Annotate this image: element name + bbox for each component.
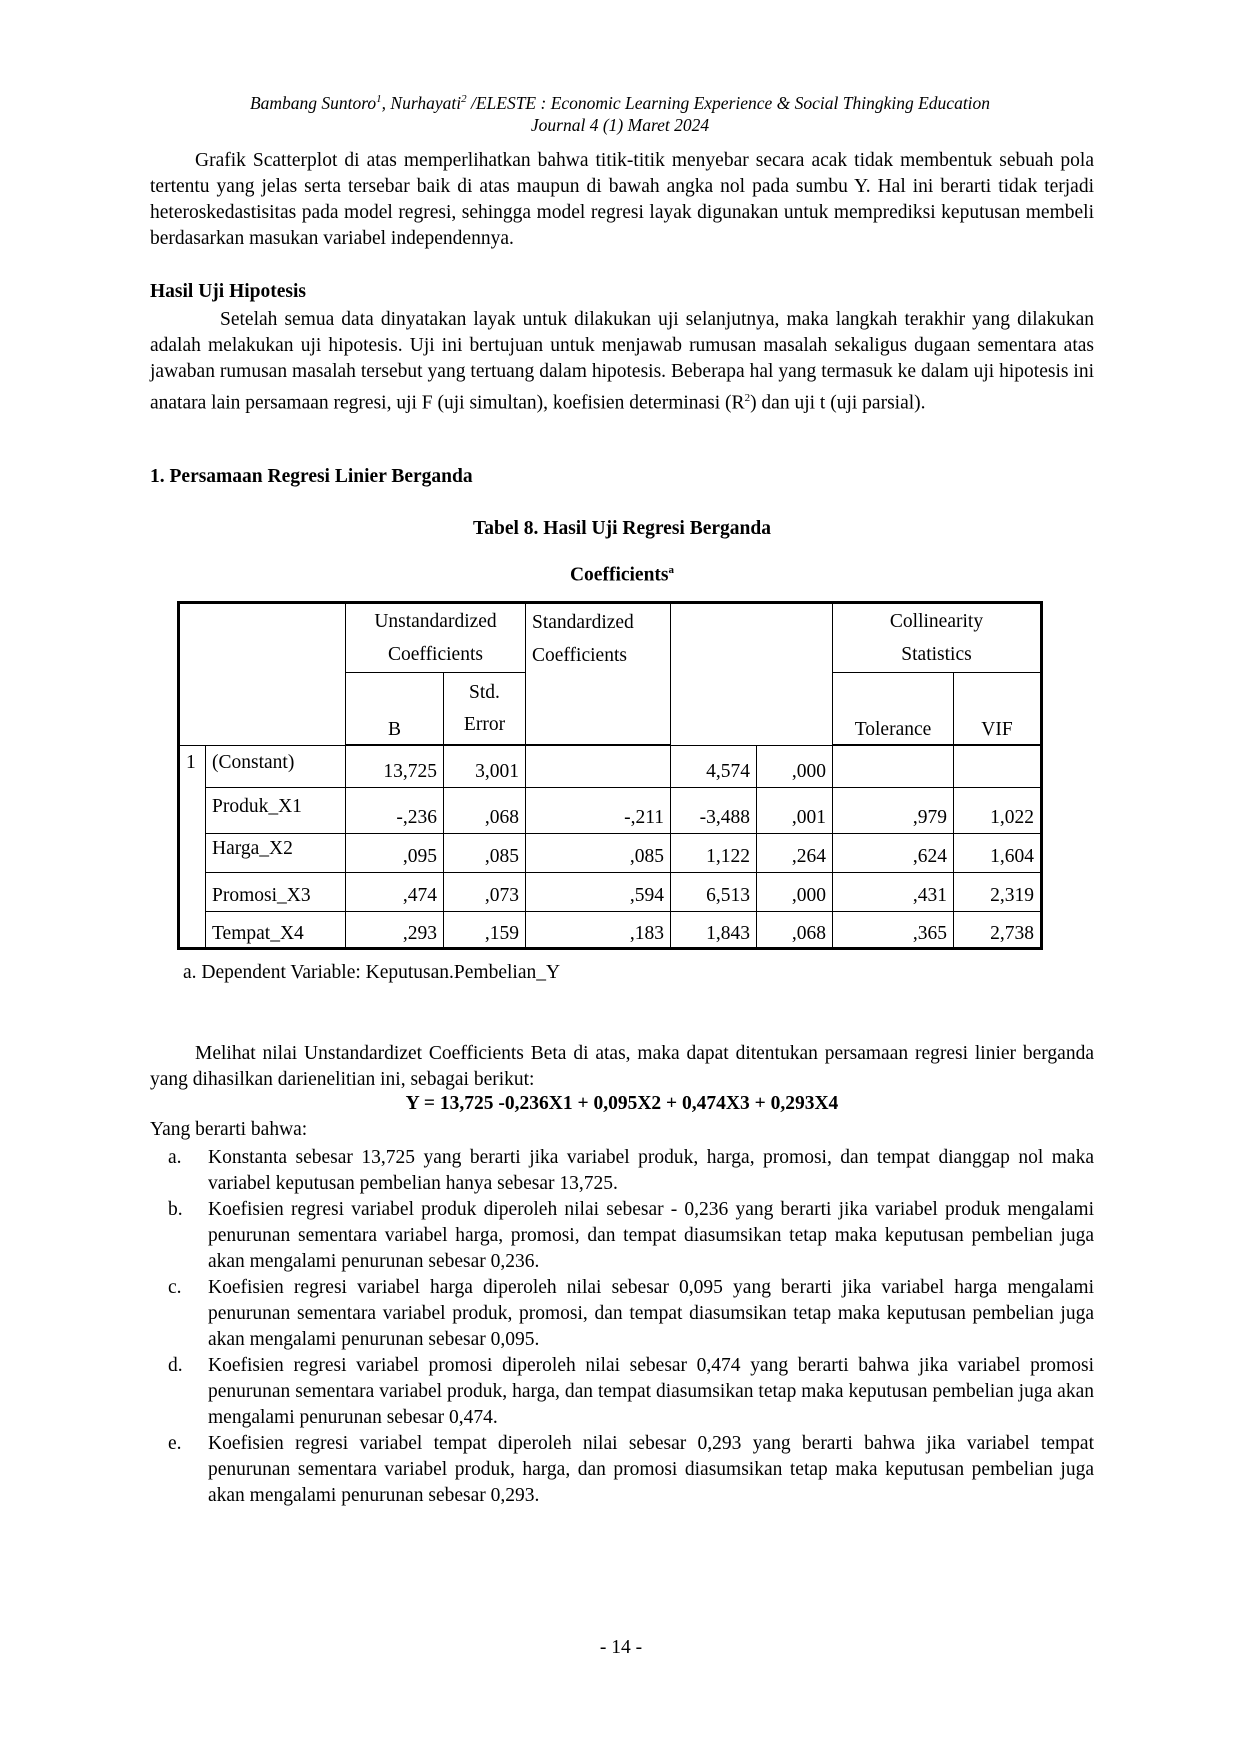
running-header — [130, 88, 1110, 136]
table-row: 1 (Constant) 13,725 3,001 4,574 ,000 — [179, 746, 1042, 788]
page-number: - 14 - — [599, 1637, 643, 1658]
row-name: Produk_X1 — [206, 788, 346, 834]
table-row: Harga_X2 ,095 ,085 ,085 1,122 ,264 ,624 1,604 — [179, 834, 1042, 873]
yang-berarti-label: Yang berarti bahwa: — [150, 1119, 308, 1140]
model-number: 1 — [179, 746, 206, 949]
header-issue: Journal 4 (1) Maret 2024 — [530, 114, 710, 135]
paragraph-hipotesis: Setelah semua data dinyatakan layak untuk dilakukan uji selanjutnya, maka langkah terakhir yang dilakukan adalah melakukan uji hipotesis. Uji ini bertujuan untuk menjawab rumusan masalah sekaligus dugaan sementara atas jawaban rumusan masalah tersebut yang tertuang dalam hipotesis. Beberapa hal yang termasuk ke dalam uji hipotesis ini anatara lain persamaan regresi, uji F (uji simultan), koefisien determinasi $(R^2)$ dan uji t (uji parsial). — [150, 309, 1094, 414]
table-row: Tempat_X4 ,293 ,159 ,183 1,843 ,068 ,365 2,738 — [179, 912, 1042, 949]
list-item: c. Koefisien regresi variabel harga diperoleh nilai sebesar 0,095 yang berarti jika variabel harga mengalami penurunan sementara variabel produk, promosi, dan tempat diasumsikan tetap maka keputusan pembelian juga akan mengalami penurunan sebesar 0,095. — [168, 1277, 1094, 1350]
paragraph-scatterplot: Grafik Scatterplot di atas memperlihatkan bahwa titik-titik menyebar secara acak tidak membentuk sebuah pola tertentu yang jelas serta tersebar baik di atas maupun di bawah angka nol pada sumbu Y. Hal ini berarti tidak terjadi heteroskedastisitas pada model regresi, sehingga model regresi layak digunakan untuk memprediksi keputusan membeli berdasarkan masukan variabel independennya. — [150, 150, 1094, 249]
table-header-row-1 — [179, 603, 1042, 673]
header-unstandardized: Unstandardized Coefficients — [346, 603, 526, 673]
header-standardized: Standardized Coefficients — [526, 603, 671, 745]
header-collinearity: Collinearity Statistics — [833, 603, 1042, 673]
row-name: Promosi_X3 — [206, 873, 346, 912]
header-authors-line: Bambang Suntoro$^1$, Nurhayati$^2$ /ELESTE : Economic Learning Experience & Social Thingking Education — [249, 92, 991, 113]
table-row: Promosi_X3 ,474 ,073 ,594 6,513 ,000 ,431 2,319 — [179, 873, 1042, 912]
table-subtitle: Coefficients$^a$ — [569, 564, 675, 586]
list-item: e. Koefisien regresi variabel tempat diperoleh nilai sebesar 0,293 yang berarti bahwa jika variabel tempat penurunan sementara variabel produk, harga, dan promosi diasumsikan tetap maka keputusan pembelian juga akan mengalami penurunan sebesar 0,293. — [168, 1433, 1094, 1506]
row-name: Tempat_X4 — [206, 912, 346, 949]
regression-equation: Y = 13,725 -0,236X1 + 0,095X2 + 0,474X3 + 0,293X4 — [405, 1093, 839, 1114]
section-heading: Hasil Uji Hipotesis — [150, 281, 307, 302]
list-item: b. Koefisien regresi variabel produk diperoleh nilai sebesar - 0,236 yang berarti jika variabel produk mengalami penurunan sementara variabel harga, promosi, dan tempat diasumsikan tetap maka keputusan pembelian juga akan mengalami penurunan sebesar 0,236. — [168, 1199, 1094, 1272]
paragraph-melihat: Melihat nilai Unstandardizet Coefficients Beta di atas, maka dapat ditentukan persamaan regresi linier berganda yang dihasilkan darienelitian ini, sebagai berikut: — [150, 1043, 1094, 1090]
list-item: a. Konstanta sebesar 13,725 yang berarti jika variabel produk, harga, promosi, dan tempat dianggap nol maka variabel keputusan pembelian hanya sebesar 13,725. — [168, 1147, 1094, 1194]
header-std-error: Std. Error — [444, 673, 526, 745]
row-name: Harga_X2 — [206, 834, 346, 873]
coefficients-table — [177, 601, 1043, 950]
subsection-heading: 1. Persamaan Regresi Linier Berganda — [150, 466, 473, 487]
table-row: Produk_X1 -,236 ,068 -,211 -3,488 ,001 ,979 1,022 — [179, 788, 1042, 834]
list-item: d. Koefisien regresi variabel promosi diperoleh nilai sebesar 0,474 yang berarti bahwa jika variabel promosi penurunan sementara variabel produk, harga, dan tempat diasumsikan tetap maka keputusan pembelian juga akan mengalami penurunan sebesar 0,474. — [168, 1355, 1094, 1428]
table-title: Tabel 8. Hasil Uji Regresi Berganda — [473, 518, 771, 539]
header-b: B — [346, 673, 444, 745]
row-name: (Constant) — [206, 746, 346, 788]
table-footnote: a. Dependent Variable: Keputusan.Pembelian_Y — [183, 962, 561, 983]
interpretation-list — [150, 1145, 1094, 1509]
header-vif: VIF — [954, 673, 1042, 745]
header-tolerance: Tolerance — [833, 673, 954, 745]
